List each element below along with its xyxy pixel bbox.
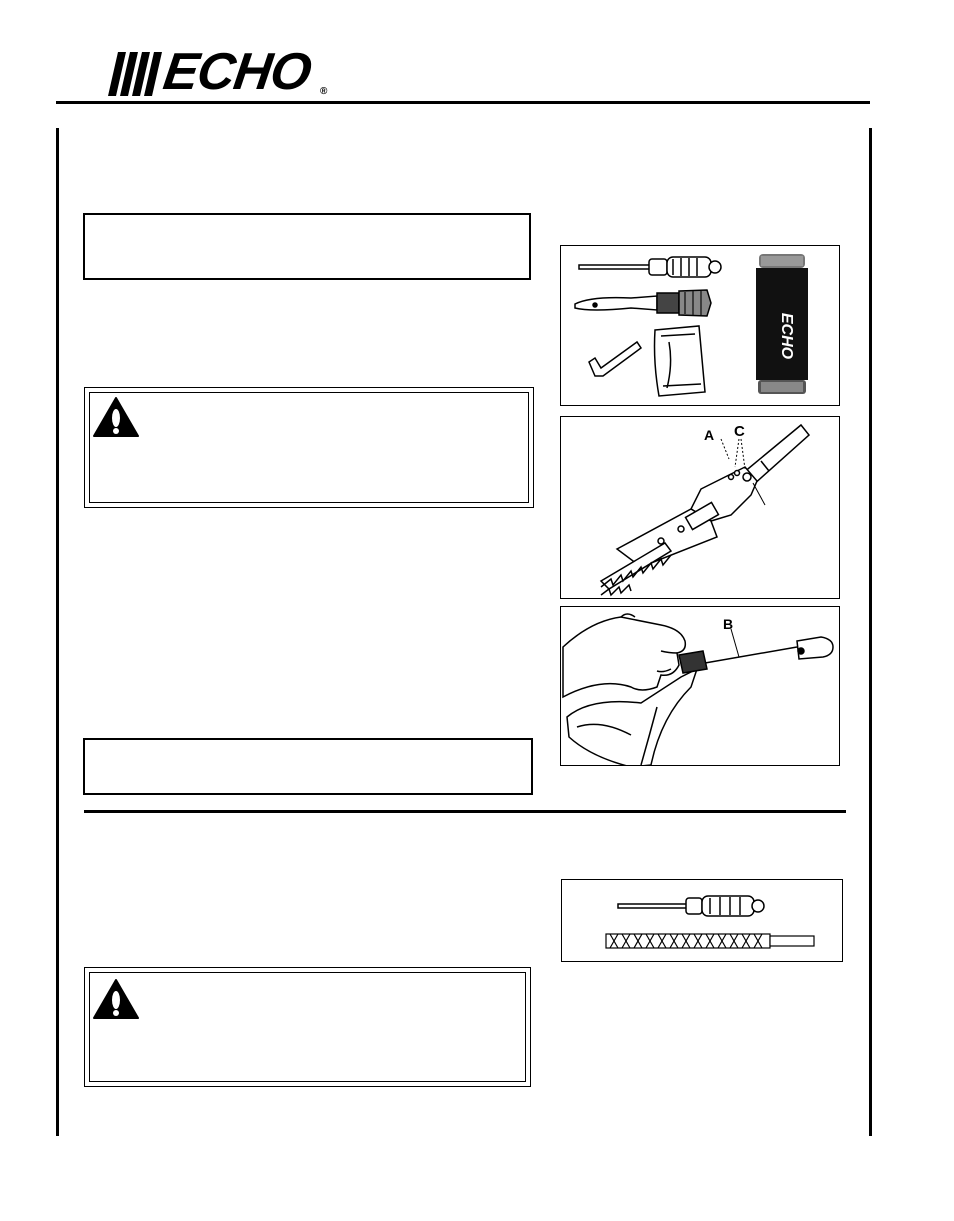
brand-logo-text: ECHO (159, 43, 315, 101)
logo-stripes (108, 48, 168, 100)
file-icon (606, 934, 814, 948)
maintenance-tools-illustration (561, 246, 840, 406)
leader-lines (721, 439, 745, 469)
note-box-2 (83, 738, 533, 795)
warning-triangle-icon (93, 396, 139, 438)
warning-box-2-inner (89, 972, 526, 1082)
warning-box-1-inner (89, 392, 529, 503)
hex-key-icon (589, 342, 641, 376)
figure-sharpening-tools (561, 879, 843, 962)
screwdriver-icon (618, 896, 764, 916)
header-rule (56, 101, 870, 104)
figure-maintenance-tools (560, 245, 840, 406)
left-margin-rule (56, 128, 59, 1136)
label-b: B (723, 616, 734, 632)
warning-triangle-icon (93, 978, 139, 1020)
registered-mark: ® (320, 86, 328, 97)
rag-icon (655, 326, 706, 396)
warning-box-1 (84, 387, 534, 508)
note-box-1 (83, 213, 531, 280)
figure-cleaning (560, 606, 840, 766)
label-c: C (734, 423, 745, 440)
screwdriver-icon (579, 257, 721, 277)
cleaning-illustration (561, 607, 840, 766)
sharpening-tools-illustration (562, 880, 843, 962)
brush-icon (575, 290, 711, 316)
echo-logo (108, 43, 333, 101)
figure-gear-case (560, 416, 840, 599)
label-a: A (704, 427, 715, 443)
warning-box-2 (84, 967, 531, 1087)
grease-tube-brand: ECHO (778, 312, 795, 360)
right-margin-rule (869, 128, 872, 1136)
grease-tube-icon (756, 254, 808, 394)
section-divider (84, 810, 846, 813)
gear-case-illustration (561, 417, 840, 599)
